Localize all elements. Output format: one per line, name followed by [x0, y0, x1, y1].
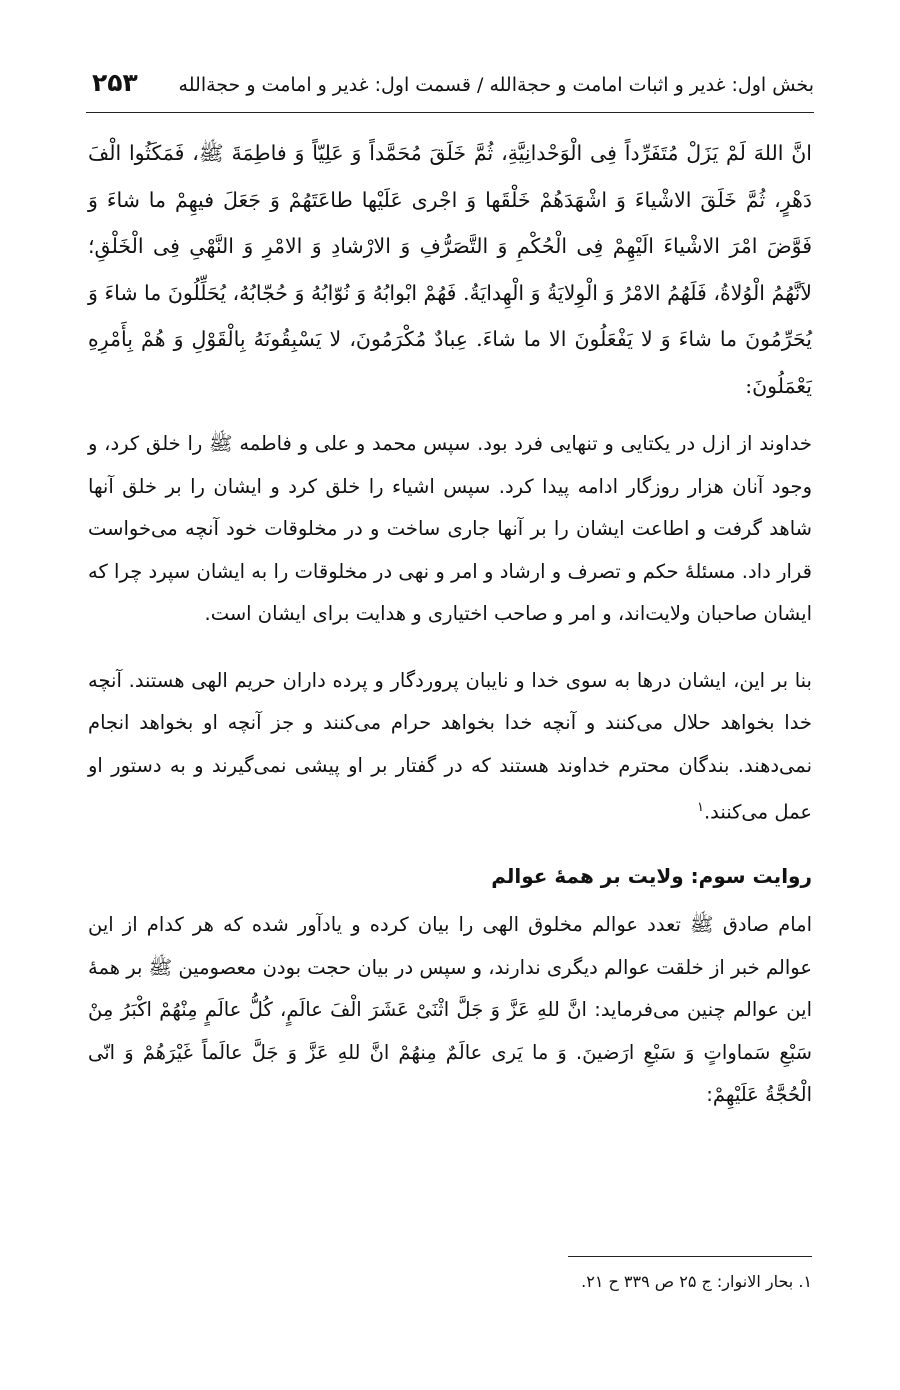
footnote-text: ۱. بحار الانوار: ج ۲۵ ص ۳۳۹ ح ۲۱. — [581, 1272, 812, 1291]
running-header-title: بخش اول: غدیر و اثبات امامت و حجةالله / قسمت اول: غدیر و امامت و حجةالله — [178, 74, 814, 96]
footnote-divider — [568, 1256, 812, 1257]
page-body — [88, 130, 812, 1117]
persian-narration-paragraph: امام صادق ﷺ تعدد عوالم مخلوق الهی را بیان کرده و یادآور شده که هر کدام از این عوالم خبر از خلقت عوالم دیگری ندارند، و سپس در بیان حجت بودن معصومین ﷺ بر همهٔ این عوالم چنین می‌فرماید: انَّ للهِ عَزَّ وَ جَلَّ اثْنَیْ عَشَرَ الْفَ عالَمٍ، کُلُّ عالَمٍ مِنْهُمْ اکْبَرُ مِنْ سَبْعِ سَماواتٍ وَ سَبْعِ ارَضینَ. وَ ما یَری عالَمٌ مِنهُمْ انَّ للهِ عَزَّ وَ جَلَّ عالَماً غَیْرَهُمْ وَ انّی الْحُجَّةُ عَلَیْهِمْ: — [88, 913, 812, 1106]
section-heading: روایت سوم: ولایت بر همهٔ عوالم — [491, 864, 812, 888]
arabic-hadith-quote: انَّ اللهَ لَمْ يَزَلْ مُتَفَرِّداً فِی الْوَحْدانِیَّةِ، ثُمَّ خَلَقَ مُحَمَّداً وَ عَلِیّاً وَ فاطِمَةَ ﷺ، فَمَکَثُوا الْفَ دَهْرٍ، ثُمَّ خَلَقَ الاشْیاءَ وَ اشْهَدَهُمْ خَلْقَها وَ اجْری عَلَیْها طاعَتَهُمْ وَ جَعَلَ فیهِمْ ما شاءَ وَ فَوَّضَ امْرَ الاشْیاءَ الَیْهِمْ فِی الْحُکْمِ وَ التَّصَرُّفِ وَ الارْشادِ وَ الامْرِ وَ النَّهْیِ فِی الْخَلْقِ؛ لاَنَّهُمُ الْوُلاةُ، فَلَهُمُ الامْرُ وَ الْوِلایَةُ وَ الْهِدایَةُ. فَهُمْ ابْوابُهُ وَ نُوّابُهُ وَ حُجّابُهُ، یُحَلِّلُونَ ما شاءَ وَ یُحَرِّمُونَ ما شاءَ وَ لا یَفْعَلُونَ الا ما شاءَ. عِبادٌ مُکْرَمُونَ، لا یَسْبِقُونَهُ بِالْقَوْلِ وَ هُمْ بِأَمْرِهِ یَعْمَلُونَ: — [88, 141, 812, 398]
footnote-marker: ۱ — [696, 800, 704, 815]
page-header — [86, 66, 814, 113]
persian-translation-paragraph: خداوند از ازل در یکتایی و تنهایی فرد بود. سپس محمد و علی و فاطمه ﷺ را خلق کرد، و وجود آنان هزار روزگار ادامه پیدا کرد. سپس اشیاء را خلق کرد و ایشان را بر خلق آنها شاهد گرفت و اطاعت ایشان را بر آنها جاری ساخت و در مخلوقات خود آنچه می‌خواست قرار داد. مسئلهٔ حکم و تصرف و ارشاد و امر و نهی در مخلوقات را به ایشان سپرد چرا که ایشان صاحبان ولایت‌اند، و امر و صاحب اختیاری و هدایت برای ایشان است. — [88, 432, 812, 625]
persian-commentary-paragraph — [88, 660, 812, 835]
paragraph-text: بنا بر این، ایشان درها به سوی خدا و نایبان پروردگار و پرده داران حریم الهی هستند. آنچه خدا بخواهد حلال می‌کنند و آنچه خدا بخواهد حرام می‌کنند و جز آنچه او بخواهد انجام نمی‌دهند. بندگان محترم خداوند هستند که در گفتار بر او پیشی نمی‌گیرند و به دستور او عمل می‌کنند. — [88, 668, 812, 824]
page-number: ۲۵۳ — [92, 68, 138, 97]
